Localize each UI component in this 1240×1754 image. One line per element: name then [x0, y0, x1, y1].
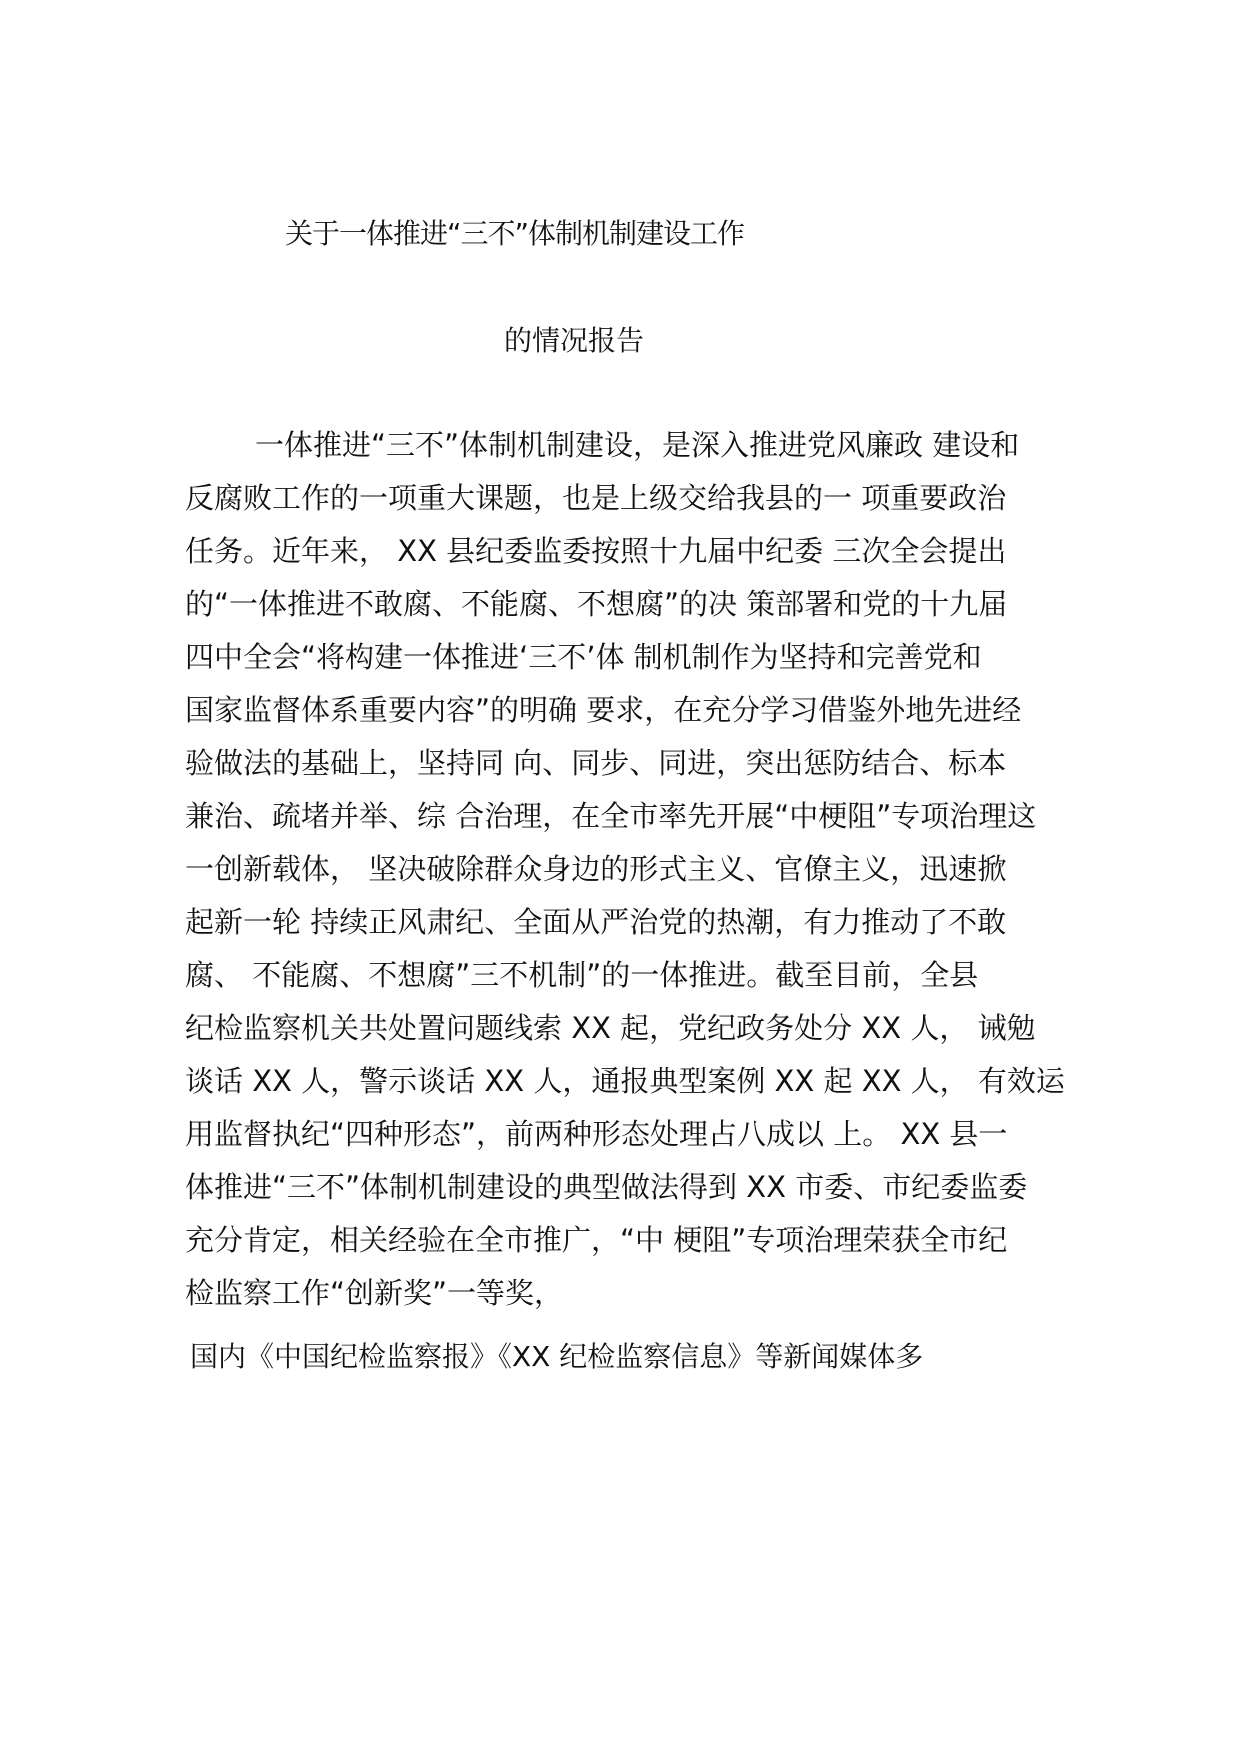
body-line: 腐、 不能腐、不想腐”三不机制”的一体推进。截至目前，全县 [185, 958, 979, 992]
body-line: 起新一轮 持续正风肃纪、全面从严治党的热潮，有力推动了不敢 [185, 905, 1007, 939]
next-paragraph-line: 国内《中国纪检监察报》《XX 纪检监察信息》等新闻媒体多 [190, 1340, 924, 1373]
body-line: 四中全会“将构建一体推进‘三不’体 制机制作为坚持和完善党和 [185, 640, 982, 674]
body-paragraph [185, 419, 1065, 1320]
body-line: 反腐败工作的一项重大课题，也是上级交给我县的一 项重要政治 [185, 481, 1007, 515]
document-title-line-1: 关于一体推进“三不”体制机制建设工作 [285, 217, 745, 250]
body-line: 用监督执纪“四种形态”，前两种形态处理占八成以 上。 XX 县一 [185, 1117, 1008, 1151]
body-line: 充分肯定，相关经验在全市推广，“中 梗阻”专项治理荣获全市纪 [185, 1223, 1008, 1257]
body-line: 兼治、疏堵并举、综 合治理，在全市率先开展“中梗阻”专项治理这 [185, 799, 1037, 833]
body-line: 检监察工作“创新奖”一等奖， [185, 1276, 564, 1310]
body-line: 谈话 XX 人，警示谈话 XX 人，通报典型案例 XX 起 XX 人， 有效运 [185, 1064, 1065, 1098]
body-line: 一创新载体， 坚决破除群众身边的形式主义、官僚主义，迅速掀 [185, 852, 1007, 886]
body-line: 体推进“三不”体制机制建设的典型做法得到 XX 市委、市纪委监委 [185, 1170, 1028, 1204]
body-line: 国家监督体系重要内容”的明确 要求，在充分学习借鉴外地先进经 [185, 693, 1022, 727]
body-line: 纪检监察机关共处置问题线索 XX 起，党纪政务处分 XX 人， 诫勉 [185, 1011, 1036, 1045]
body-line: 验做法的基础上，坚持同 向、同步、同进，突出惩防结合、标本 [185, 746, 1007, 780]
body-line: 的“一体推进不敢腐、不能腐、不想腐”的决 策部署和党的十九届 [185, 587, 1008, 621]
body-line: 一体推进“三不”体制机制建设，是深入推进党风廉政 建设和 [255, 428, 1020, 462]
body-line: 任务。近年来， XX 县纪委监委按照十九届中纪委 三次全会提出 [185, 534, 1007, 568]
document-title-line-2: 的情况报告 [504, 324, 645, 357]
